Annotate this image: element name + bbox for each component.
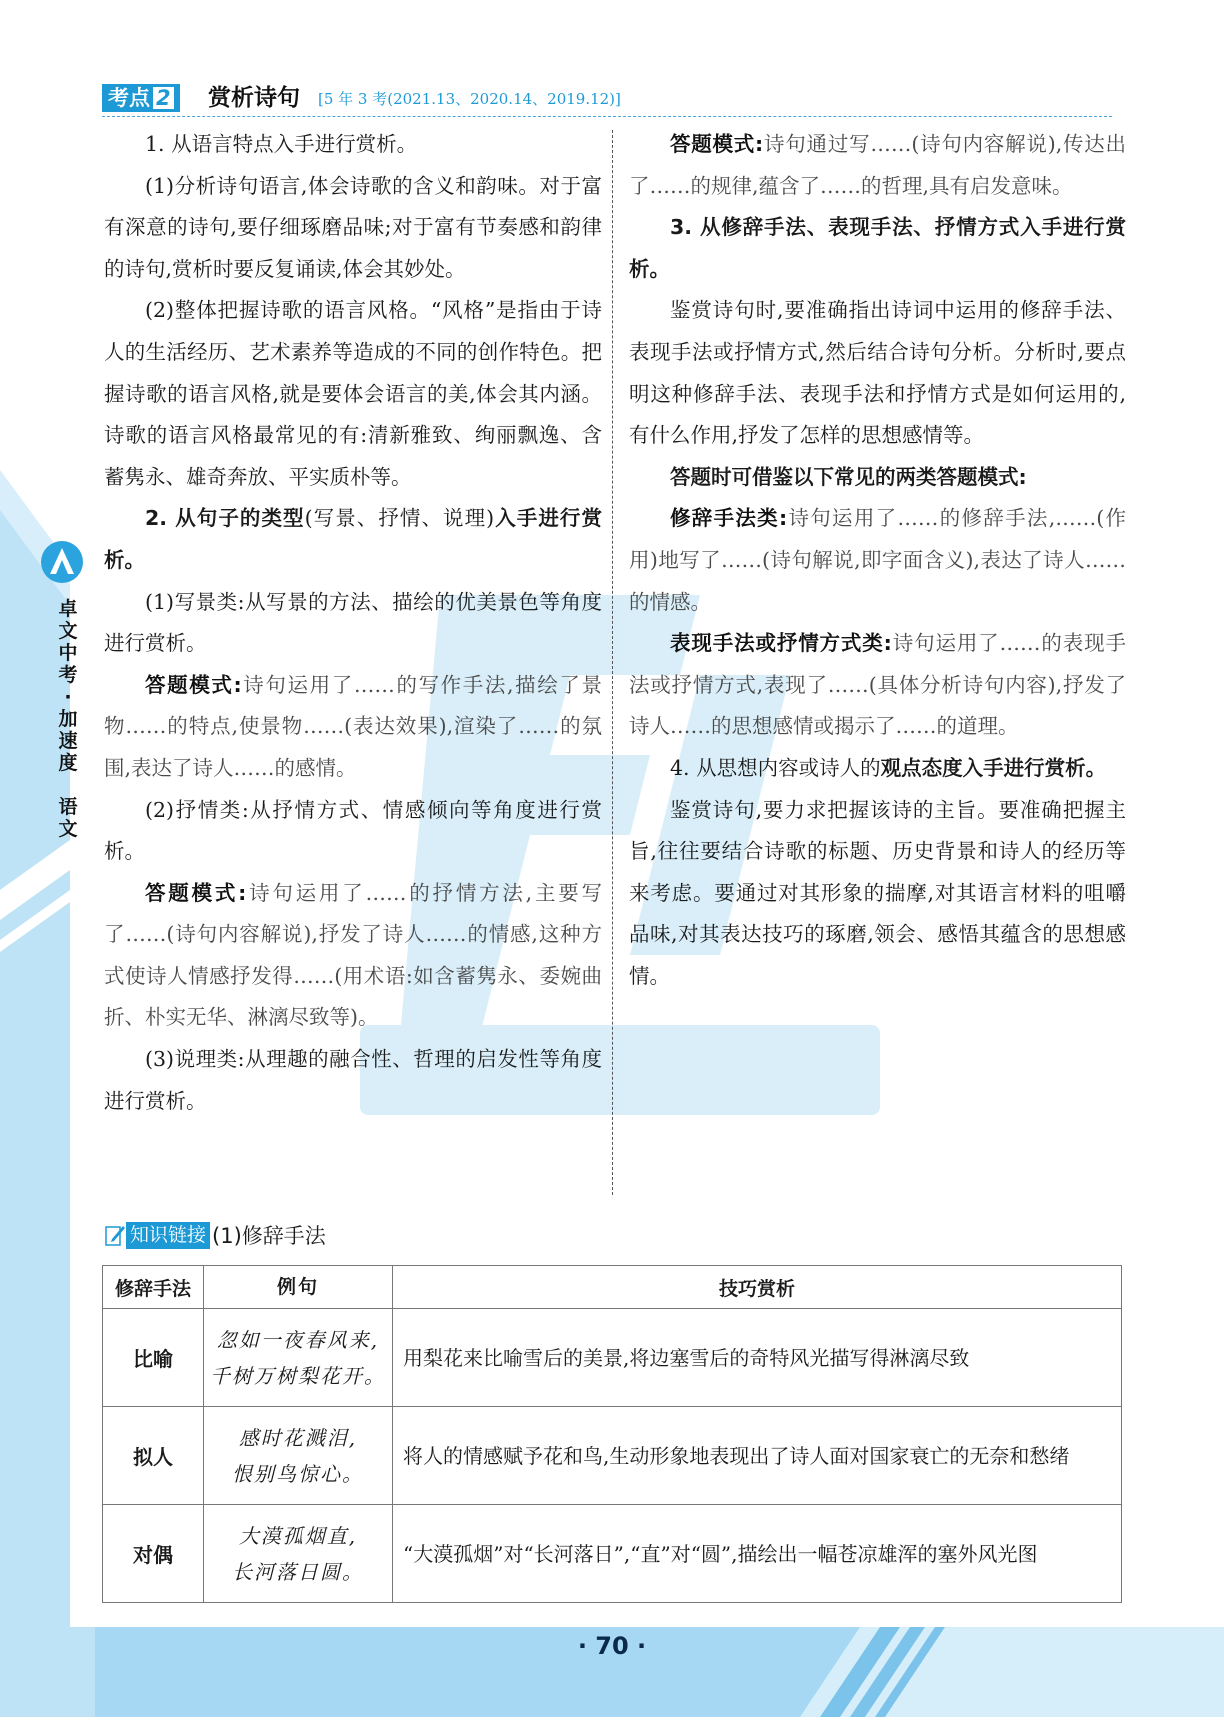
exam-frequency: [5 年 3 考(2021.13、2020.14、2019.12)] [318,90,621,108]
table-header-cell: 技巧赏析 [393,1266,1122,1309]
column-divider [612,130,613,1195]
answer-mode-2-label: 答题模式: [145,880,247,905]
badge-number: 2 [153,87,174,109]
page-number: · 70 · [577,1632,647,1660]
table-header-row [103,1266,1122,1309]
rhetoric-name: 对偶 [103,1505,204,1603]
heading-1: 1. 从语言特点入手进行赏析。 [145,132,418,156]
heading-2-suffix: 入手进行赏析。 [104,506,602,572]
heading-4 [629,748,1126,790]
mode-rhetoric-text: 诗句运用了……的修辞手法,……(作用)地写了……(诗句解说,即字面含义),表达了诗人……的情感。 [629,506,1126,614]
kaodian-badge [102,84,180,112]
heading-3: 3. 从修辞手法、表现手法、抒情方式入手进行赏析。 [629,215,1126,281]
paragraph-4: (2)抒情类:从抒情方式、情感倾向等角度进行赏析。 [104,797,602,864]
knowledge-link-badge: 知识链接 [126,1222,210,1249]
pencil-note-icon [104,1223,126,1247]
answer-mode-3 [629,124,1126,207]
analysis-cell: 将人的情感赋予花和鸟,生动形象地表现出了诗人面对国家衰亡的无奈和愁绪 [393,1407,1122,1505]
mode-expression-label: 表现手法或抒情方式类: [670,631,892,656]
heading-2-prefix: 2. 从句子的类型 [145,506,305,531]
mode-expression-text: 诗句运用了……的表现手法或抒情方式,表现了……(具体分析诗句内容),抒发了诗人……的思想感情或揭示了……的道理。 [629,631,1127,739]
answer-mode-2-text: 诗句运用了……的抒情方法,主要写了……(诗句内容解说),抒发了诗人……的情感,这种方式使诗人情感抒发得……(用术语:如含蓄隽永、委婉曲折、朴实无华、淋漓尽致等)。 [104,880,602,1030]
paragraph-5: (3)说理类:从理趣的融合性、哲理的启发性等角度进行赏析。 [104,1047,602,1113]
answer-mode-1-text: 诗句运用了……的写作手法,描绘了景物……的特点,使景物……(表达效果),渲染了……的氛围,表达了诗人……的感情。 [104,672,602,780]
rhetoric-table [102,1265,1122,1603]
rhetoric-name: 比喻 [103,1309,204,1407]
analysis-cell: “大漠孤烟”对“长河落日”,“直”对“圆”,描绘出一幅苍凉雄浑的塞外风光图 [393,1505,1122,1603]
answer-mode-2 [104,873,602,1039]
table-row [103,1309,1122,1407]
knowledge-link-title [104,1220,326,1250]
answer-mode-1-label: 答题模式: [145,672,242,697]
paragraph-2: (2)整体把握诗歌的语言风格。“风格”是指由于诗人的生活经历、艺术素养等造成的不同的创作特色。把握诗歌的语言风格,就是要体会语言的美,体会其内涵。诗歌的语言风格最常见的有:清新雅致、绚丽飘逸、含蓄隽永、雄奇奔放、平实质朴等。 [104,298,602,489]
paragraph-3: (1)写景类:从写景的方法、描绘的优美景色等角度进行赏析。 [104,589,602,656]
knowledge-link-subtitle: (1)修辞手法 [212,1224,326,1248]
example-line: 长河落日圆。 [232,1559,364,1584]
example-cell [204,1505,393,1603]
analysis-cell: 用梨花来比喻雪后的美景,将边塞雪后的奇特风光描写得淋漓尽致 [393,1309,1122,1407]
example-line: 感时花溅泪, [238,1425,358,1450]
heading-2-mid: (写景、抒情、说理) [304,506,495,531]
paragraph-6: 鉴赏诗句时,要准确指出诗词中运用的修辞手法、表现手法或抒情方式,然后结合诗句分析。分析时,要点明这种修辞手法、表现手法和抒情方式是如何运用的,有什么作用,抒发了怎样的思想感情等。 [629,298,1126,448]
answer-mode-3-text: 诗句通过写……(诗句内容解说),传达出了……的规律,蕴含了……的哲理,具有启发意味。 [629,132,1127,198]
example-line: 恨别鸟惊心。 [232,1461,364,1486]
series-title: 卓 文 中 考 · 加 速 度 语 文 [58,598,78,840]
rhetoric-name: 拟人 [103,1407,204,1505]
paragraph-8: 鉴赏诗句,要力求把握该诗的主旨。要准确把握主旨,往往要结合诗歌的标题、历史背景和诗人的经历等来考虑。要通过对其形象的揣摩,对其语言材料的咀嚼品味,对其表达技巧的琢磨,领会、感悟其蕴含的思想感情。 [629,797,1126,988]
paragraph-7: 答题时可借鉴以下常见的两类答题模式: [670,464,1027,489]
badge-label: 考点 [108,86,150,110]
example-cell [204,1407,393,1505]
heading-2 [104,498,602,581]
mode-rhetoric-label: 修辞手法类: [670,506,788,531]
section-header [102,82,1112,117]
table-row [103,1505,1122,1603]
answer-mode-3-label: 答题模式: [670,132,764,156]
left-column [104,124,602,1122]
brand-logo-icon [40,540,84,584]
mode-expression [629,623,1126,748]
example-cell [204,1309,393,1407]
table-row [103,1407,1122,1505]
mode-rhetoric [629,498,1126,623]
heading-4-suffix: 观点态度入手进行赏析。 [880,755,1107,780]
section-title: 赏析诗句 [208,85,300,111]
example-line: 千树万树梨花开。 [210,1363,386,1388]
heading-4-prefix: 4. 从思想内容或诗人的 [670,755,881,780]
example-line: 大漠孤烟直, [238,1523,358,1548]
table-header-cell: 修辞手法 [103,1266,204,1309]
paragraph-1: (1)分析诗句语言,体会诗歌的含义和韵味。对于富有深意的诗句,要仔细琢磨品味;对于富有节奏感和韵律的诗句,赏析时要反复诵读,体会其妙处。 [104,173,602,281]
right-column [629,124,1126,997]
answer-mode-1 [104,665,602,790]
example-line: 忽如一夜春风来, [216,1327,380,1352]
table-header-cell: 例句 [204,1266,393,1309]
